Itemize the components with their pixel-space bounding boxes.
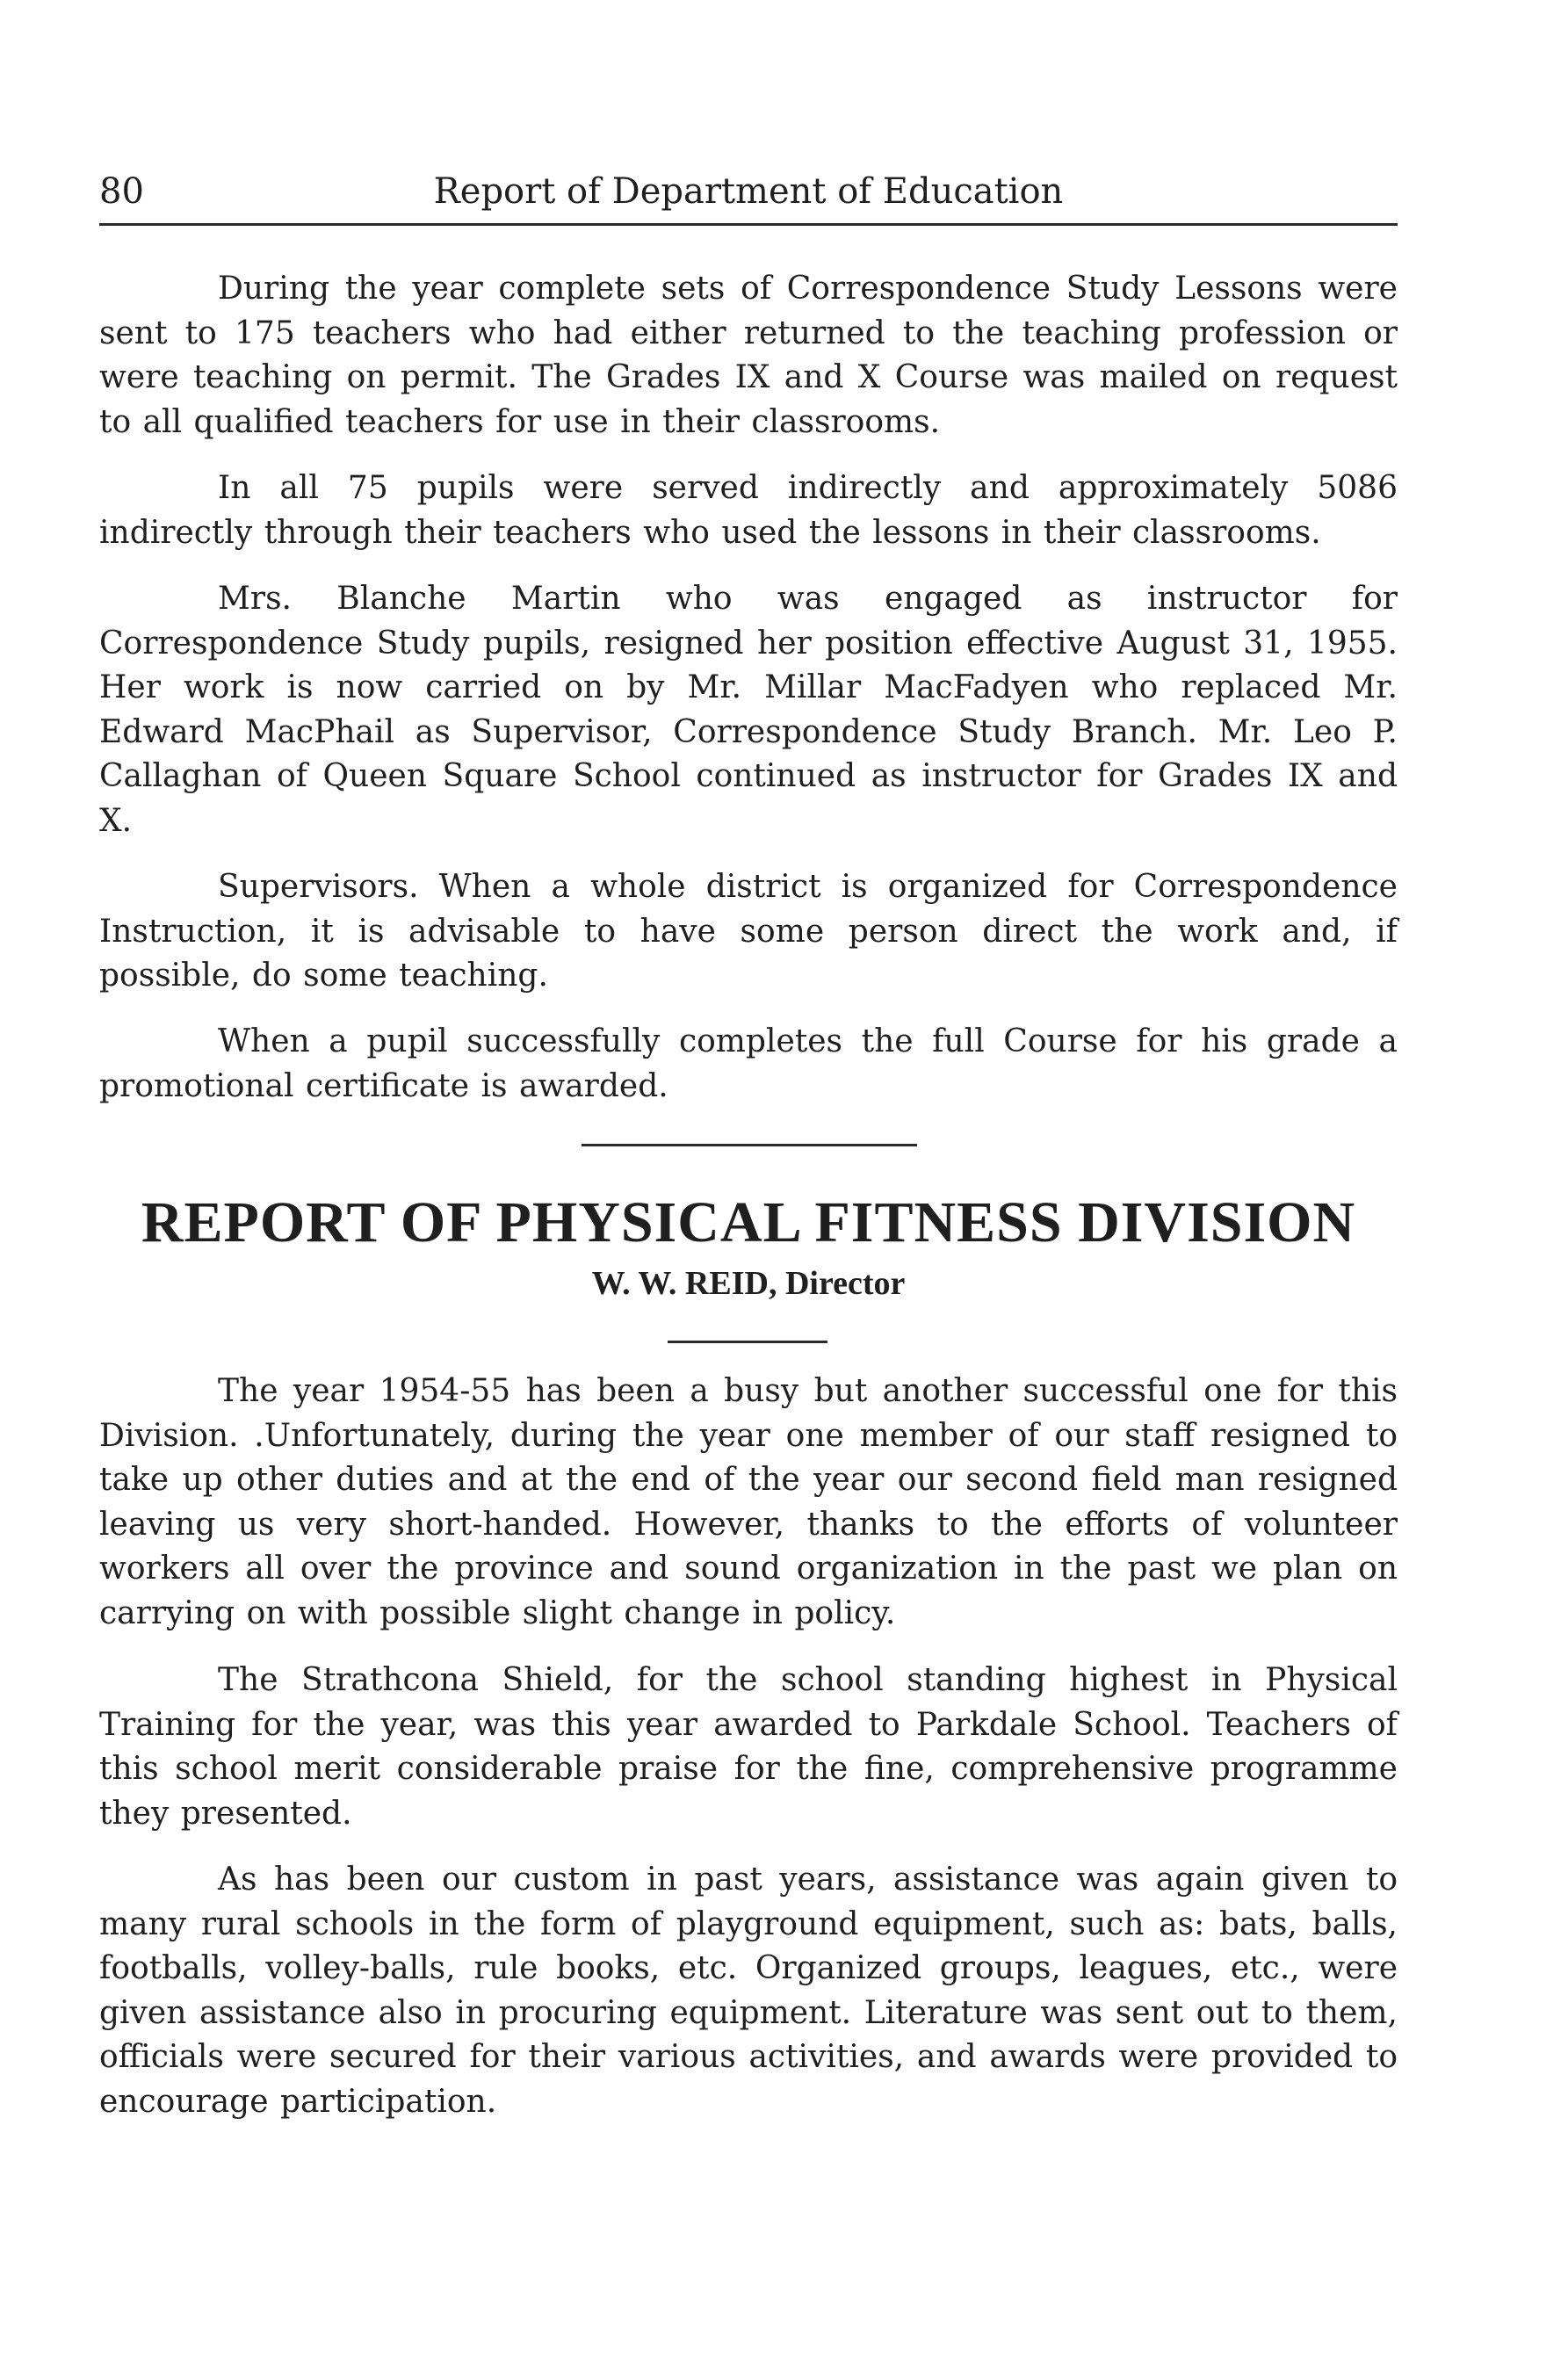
paragraph-instructor-staffing: Mrs. Blanche Martin who was engaged as instructor for Correspondence Study pupils, resigned her position effective August 31, 1955. Her work is now carried on by Mr. Millar MacFadyen who replaced Mr. Edward MacPhail as Supervisor, Correspondence Study Branch. Mr. Leo P. Callaghan of Queen Square School continued as instructor for Grades IX and X. [99, 581, 1398, 839]
running-head [99, 167, 1398, 216]
running-title: Report of Department of Education [433, 171, 1064, 212]
paragraph-year-summary: The year 1954-55 has been a busy but another successful one for this Division. .Unfortunately, during the year one member of our staff resigned to take up other duties and at the end of the year our second field man resigned leaving us very short-handed. However, thanks to the efforts of volunteer workers all over the province and sound organization in the past we plan on carrying on with possible slight change in policy. [99, 1373, 1398, 1631]
paragraph-supervisors: Supervisors. When a whole district is organized for Correspondence Instruction, it is advisable to have some person direct the work and, if possible, do some teaching. [99, 869, 1398, 994]
section-separator-bottom [668, 1341, 827, 1343]
paragraph-rural-assistance: As has been our custom in past years, assistance was again given to many rural schools in the form of playground equipment, such as: bats, balls, footballs, volley-balls, rule books, etc. Organized groups, leagues, etc., were given assistance also in procuring equipment. Literature was sent out to them, officials were secured for their various activities, and awards were provided to encourage participation. [99, 1862, 1398, 2120]
paragraph-promotional-certificate: When a pupil successfully completes the full Course for his grade a promotional certificate is awarded. [99, 1023, 1398, 1104]
page-number: 80 [99, 171, 144, 212]
section-separator-top [582, 1144, 917, 1146]
paragraph-correspondence-lessons: During the year complete sets of Correspondence Study Lessons were sent to 175 teachers who had either returned to the teaching profession or were teaching on permit. The Grades IX and X Course was mailed on request to all qualified teachers for use in their classrooms. [99, 271, 1398, 440]
header-rule [99, 223, 1398, 226]
section-title: REPORT OF PHYSICAL FITNESS DIVISION [141, 1190, 1356, 1254]
paragraph-pupils-served: In all 75 pupils were served indirectly and approximately 5086 indirectly through their teachers who used the lessons in their classrooms. [99, 470, 1398, 551]
paragraph-strathcona-shield: The Strathcona Shield, for the school standing highest in Physical Training for the year, was this year awarded to Parkdale School. Teachers of this school merit considerable praise for the fine, comprehensive programme they presented. [99, 1662, 1398, 1832]
section-byline: W. W. REID, Director [591, 1265, 906, 1302]
